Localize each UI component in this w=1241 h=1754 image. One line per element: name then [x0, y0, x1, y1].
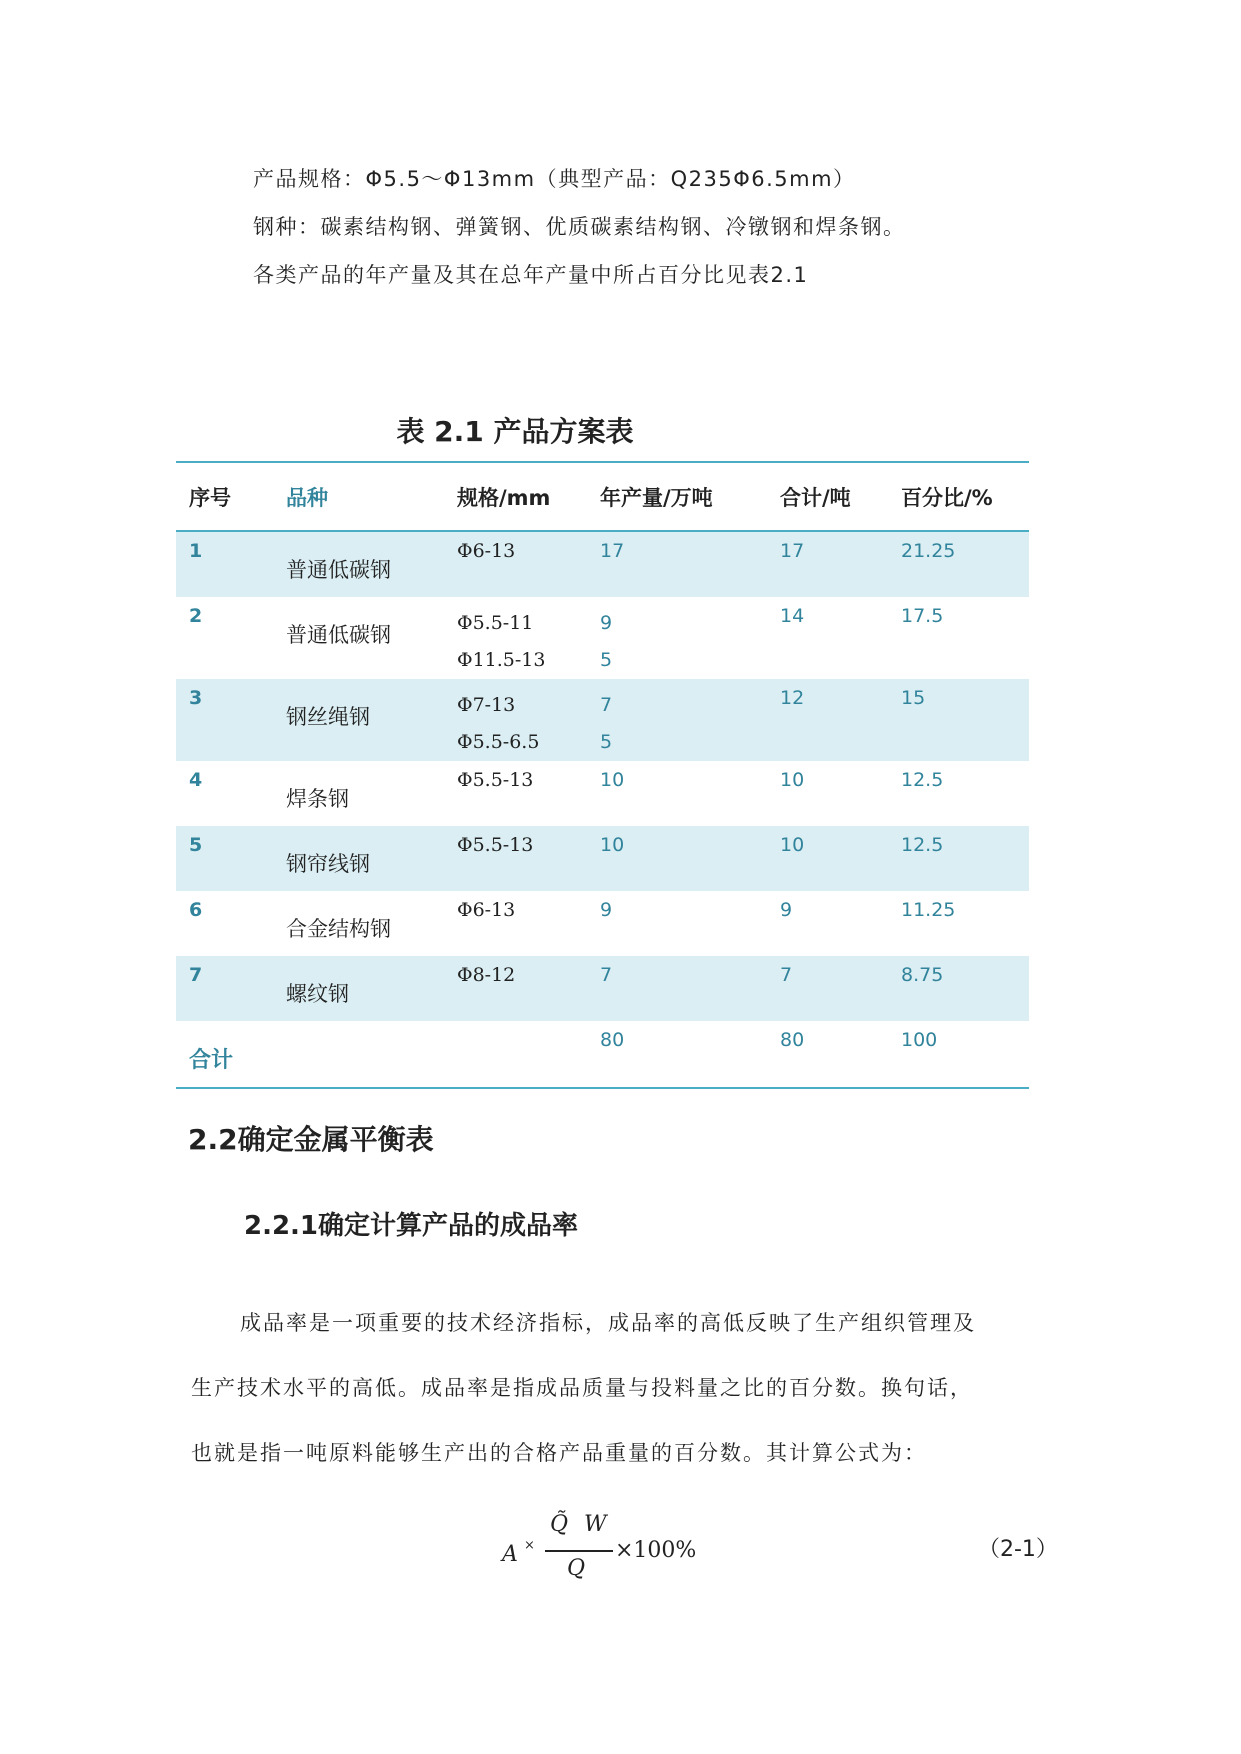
row-variety: 焊条钢 [286, 787, 349, 811]
table-row [176, 531, 1029, 597]
row-total: 9 [780, 899, 793, 921]
row-percent: 12.5 [901, 834, 944, 856]
header-percent: 百分比/% [901, 462, 1029, 531]
row-yield: 9 [600, 899, 613, 921]
fraction-bar [545, 1550, 613, 1552]
row-spec: Φ8-12 [457, 964, 516, 986]
row-spec: Φ6-13 [457, 899, 516, 921]
row-percent: 12.5 [901, 769, 944, 791]
row-spec: Φ6-13 [457, 540, 516, 562]
formula-numerator-w: W [584, 1512, 607, 1537]
row-percent: 17.5 [901, 605, 944, 627]
row-yield: 17 [600, 540, 625, 562]
formula-numerator-q: Q̃ [550, 1512, 569, 1537]
row-spec: Φ5.5-13 [457, 834, 534, 856]
table-header-row [176, 462, 1029, 531]
row-variety: 钢帘线钢 [286, 852, 370, 876]
row-variety: 螺纹钢 [286, 982, 349, 1006]
row-seq: 2 [189, 605, 203, 627]
row-percent: 15 [901, 687, 926, 709]
row-seq: 4 [189, 769, 203, 791]
row-percent: 21.25 [901, 540, 956, 562]
table-row [176, 956, 1029, 1021]
row-seq: 3 [189, 687, 203, 709]
row-seq: 5 [189, 834, 203, 856]
header-spec: 规格/mm [457, 462, 600, 531]
header-yield: 年产量/万吨 [600, 462, 780, 531]
row-spec: Φ5.5-6.5 [457, 731, 540, 753]
row-seq: 6 [189, 899, 203, 921]
summary-label: 合计 [189, 1048, 234, 1073]
intro-line-3: 各类产品的年产量及其在总年产量中所占百分比见表2.1 [253, 263, 809, 287]
row-variety: 普通低碳钢 [286, 558, 391, 582]
table-caption: 表 2.1 产品方案表 [396, 415, 634, 448]
row-spec: Φ11.5-13 [457, 649, 546, 671]
summary-yield: 80 [600, 1029, 625, 1051]
row-yield: 5 [600, 731, 613, 753]
table-row [176, 826, 1029, 891]
row-yield: 10 [600, 834, 625, 856]
row-yield: 7 [600, 694, 613, 716]
row-total: 14 [780, 605, 805, 627]
summary-total: 80 [780, 1029, 805, 1051]
formula-garbled-symbol: × [524, 1538, 535, 1553]
formula-lhs: A [502, 1542, 518, 1567]
equation-number: （2-1） [978, 1537, 1058, 1562]
row-total: 7 [780, 964, 793, 986]
formula-tail: ×100% [615, 1538, 697, 1563]
row-yield: 5 [600, 649, 613, 671]
row-total: 17 [780, 540, 805, 562]
summary-percent: 100 [901, 1029, 938, 1051]
row-variety: 钢丝绳钢 [286, 705, 370, 729]
formula-denominator: Q [567, 1556, 586, 1581]
row-variety: 合金结构钢 [286, 917, 391, 941]
table-row [176, 761, 1029, 826]
row-total: 10 [780, 834, 805, 856]
row-yield: 9 [600, 612, 613, 634]
row-seq: 7 [189, 964, 203, 986]
intro-line-1: 产品规格：Φ5.5～Φ13mm（典型产品：Q235Φ6.5mm） [253, 167, 856, 191]
paragraph-line-1: 成品率是一项重要的技术经济指标，成品率的高低反映了生产组织管理及 [240, 1311, 976, 1335]
table-row [176, 891, 1029, 956]
row-variety: 普通低碳钢 [286, 623, 391, 647]
table-row [176, 679, 1029, 761]
header-total: 合计/吨 [780, 462, 901, 531]
intro-line-2: 钢种：碳素结构钢、弹簧钢、优质碳素结构钢、冷镦钢和焊条钢。 [253, 215, 906, 239]
row-percent: 11.25 [901, 899, 956, 921]
row-spec: Φ7-13 [457, 694, 516, 716]
paragraph-line-2: 生产技术水平的高低。成品率是指成品质量与投料量之比的百分数。换句话， [191, 1376, 973, 1400]
table-summary-row [176, 1021, 1029, 1088]
header-seq: 序号 [176, 462, 286, 531]
subsection-heading: 2.2.1确定计算产品的成品率 [244, 1211, 579, 1241]
row-percent: 8.75 [901, 964, 944, 986]
paragraph-line-3: 也就是指一吨原料能够生产出的合格产品重量的百分数。其计算公式为： [191, 1441, 927, 1465]
product-table [176, 461, 1029, 1089]
row-total: 10 [780, 769, 805, 791]
row-spec: Φ5.5-13 [457, 769, 534, 791]
row-seq: 1 [189, 540, 203, 562]
section-heading: 2.2确定金属平衡表 [188, 1123, 434, 1156]
row-total: 12 [780, 687, 805, 709]
table-row [176, 597, 1029, 679]
row-yield: 7 [600, 964, 613, 986]
header-variety: 品种 [286, 462, 457, 531]
row-yield: 10 [600, 769, 625, 791]
row-spec: Φ5.5-11 [457, 612, 534, 634]
